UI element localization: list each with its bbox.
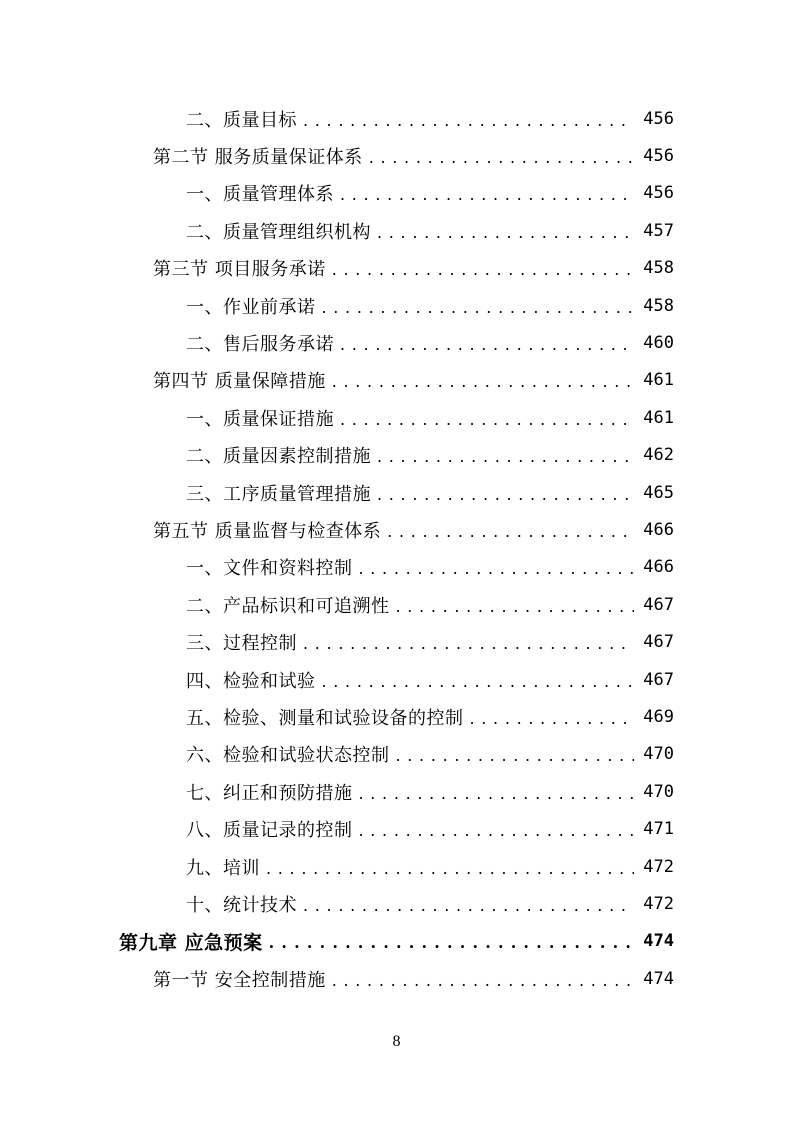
dot-leader xyxy=(359,561,635,577)
toc-entry-title: 二、产品标识和可追溯性 xyxy=(186,595,390,617)
toc-entry-section[interactable] xyxy=(0,960,793,997)
toc-entry-page-number: 470 xyxy=(643,744,674,765)
toc-entry-title: 一、质量管理体系 xyxy=(186,184,334,206)
dot-leader xyxy=(470,711,635,727)
dot-leader xyxy=(377,225,634,241)
dot-leader xyxy=(396,599,635,615)
toc-entry-page-number: 467 xyxy=(643,594,674,615)
toc-entry-page-number: 458 xyxy=(643,258,674,279)
dot-leader xyxy=(332,374,634,390)
table-of-contents xyxy=(0,100,793,997)
toc-entry-item[interactable] xyxy=(0,623,793,660)
toc-entry-item[interactable] xyxy=(0,848,793,885)
toc-entry-page-number: 456 xyxy=(643,146,674,167)
toc-entry-title: 第二节 服务质量保证体系 xyxy=(153,147,363,169)
toc-entry-page-number: 469 xyxy=(643,706,674,727)
dot-leader xyxy=(269,935,634,951)
toc-entry-item[interactable] xyxy=(0,661,793,698)
toc-entry-title: 第一节 安全控制措施 xyxy=(153,969,326,991)
toc-entry-title: 一、文件和资料控制 xyxy=(186,558,353,580)
toc-entry-page-number: 460 xyxy=(643,333,674,354)
toc-entry-page-number: 474 xyxy=(643,931,674,952)
dot-leader xyxy=(332,973,634,989)
dot-leader xyxy=(266,861,634,877)
toc-entry-page-number: 474 xyxy=(643,968,674,989)
toc-entry-title: 三、工序质量管理措施 xyxy=(186,483,371,505)
toc-entry-title: 二、质量管理组织机构 xyxy=(186,221,371,243)
dot-leader xyxy=(340,337,634,353)
toc-entry-item[interactable] xyxy=(0,810,793,847)
toc-entry-title: 第三节 项目服务承诺 xyxy=(153,259,326,281)
toc-entry-title: 八、质量记录的控制 xyxy=(186,820,353,842)
toc-entry-title: 五、检验、测量和试验设备的控制 xyxy=(186,707,464,729)
toc-entry-title: 二、质量目标 xyxy=(186,109,297,131)
toc-entry-page-number: 465 xyxy=(643,482,674,503)
dot-leader xyxy=(369,150,634,166)
toc-entry-title: 一、作业前承诺 xyxy=(186,296,316,318)
dot-leader xyxy=(377,487,634,503)
dot-leader xyxy=(377,449,634,465)
toc-entry-item[interactable] xyxy=(0,100,793,137)
dot-leader xyxy=(322,674,635,690)
toc-entry-title: 第九章 应急预案 xyxy=(119,931,263,954)
toc-entry-page-number: 461 xyxy=(643,370,674,391)
toc-entry-chapter[interactable] xyxy=(0,923,793,960)
dot-leader xyxy=(303,636,634,652)
toc-entry-title: 六、检验和试验状态控制 xyxy=(186,745,390,767)
toc-entry-page-number: 456 xyxy=(643,108,674,129)
toc-entry-item[interactable] xyxy=(0,212,793,249)
dot-leader xyxy=(303,898,634,914)
toc-entry-title: 三、过程控制 xyxy=(186,633,297,655)
toc-entry-section[interactable] xyxy=(0,250,793,287)
toc-entry-title: 九、培训 xyxy=(186,857,260,879)
toc-entry-title: 第四节 质量保障措施 xyxy=(153,371,326,393)
toc-entry-item[interactable] xyxy=(0,885,793,922)
toc-entry-page-number: 466 xyxy=(643,557,674,578)
dot-leader xyxy=(359,823,635,839)
toc-entry-item[interactable] xyxy=(0,474,793,511)
dot-leader xyxy=(387,524,634,540)
toc-entry-item[interactable] xyxy=(0,437,793,474)
toc-entry-title: 十、统计技术 xyxy=(186,894,297,916)
toc-entry-item[interactable] xyxy=(0,287,793,324)
toc-entry-title: 二、售后服务承诺 xyxy=(186,334,334,356)
toc-entry-section[interactable] xyxy=(0,511,793,548)
page-number: 8 xyxy=(392,1033,401,1050)
toc-entry-page-number: 456 xyxy=(643,183,674,204)
toc-entry-item[interactable] xyxy=(0,698,793,735)
toc-entry-page-number: 472 xyxy=(643,856,674,877)
toc-entry-page-number: 471 xyxy=(643,819,674,840)
toc-entry-section[interactable] xyxy=(0,137,793,174)
toc-entry-page-number: 470 xyxy=(643,781,674,802)
toc-entry-page-number: 457 xyxy=(643,220,674,241)
toc-entry-page-number: 461 xyxy=(643,407,674,428)
toc-entry-item[interactable] xyxy=(0,773,793,810)
toc-entry-title: 一、质量保证措施 xyxy=(186,408,334,430)
toc-entry-page-number: 462 xyxy=(643,445,674,466)
toc-entry-title: 二、质量因素控制措施 xyxy=(186,446,371,468)
toc-entry-item[interactable] xyxy=(0,549,793,586)
toc-entry-item[interactable] xyxy=(0,586,793,623)
toc-entry-title: 四、检验和试验 xyxy=(186,670,316,692)
toc-entry-page-number: 467 xyxy=(643,669,674,690)
toc-entry-item[interactable] xyxy=(0,399,793,436)
dot-leader xyxy=(332,262,634,278)
toc-entry-page-number: 472 xyxy=(643,893,674,914)
dot-leader xyxy=(322,300,635,316)
dot-leader xyxy=(340,412,634,428)
toc-entry-title: 七、纠正和预防措施 xyxy=(186,782,353,804)
toc-entry-item[interactable] xyxy=(0,736,793,773)
dot-leader xyxy=(340,187,634,203)
toc-entry-page-number: 458 xyxy=(643,295,674,316)
toc-entry-page-number: 466 xyxy=(643,519,674,540)
toc-entry-section[interactable] xyxy=(0,362,793,399)
toc-entry-title: 第五节 质量监督与检查体系 xyxy=(153,520,382,542)
dot-leader xyxy=(396,748,635,764)
toc-entry-page-number: 467 xyxy=(643,632,674,653)
dot-leader xyxy=(359,786,635,802)
toc-entry-item[interactable] xyxy=(0,175,793,212)
toc-entry-item[interactable] xyxy=(0,324,793,361)
dot-leader xyxy=(303,113,634,129)
